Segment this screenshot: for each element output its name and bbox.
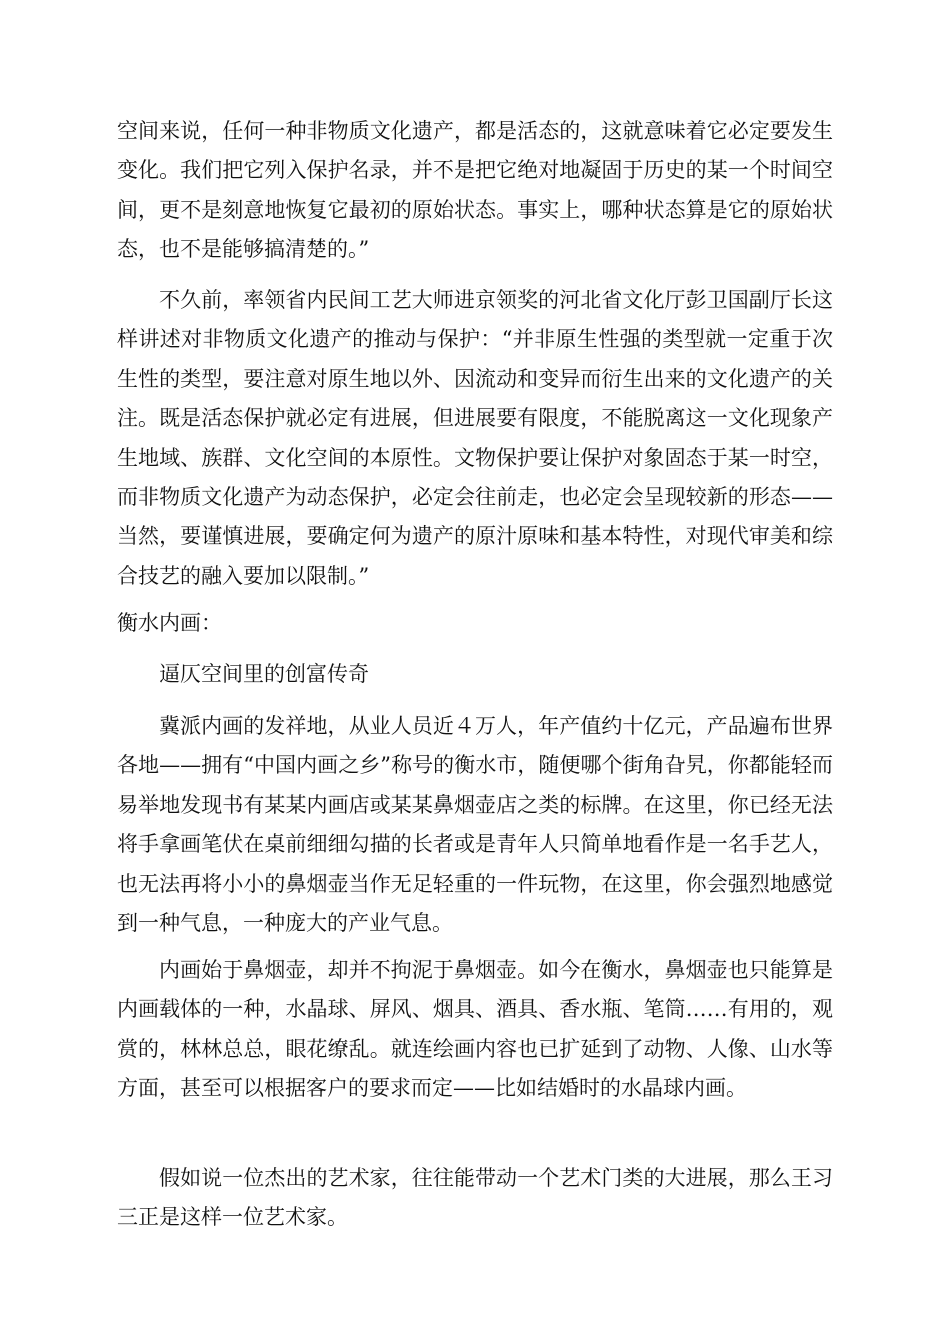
paragraph-hengshui-industry: 冀派内画的发祥地，从业人员近４万人，年产值约十亿元，产品遍布世界各地——拥有“中国内画之乡”称号的衡水市，随便哪个街角旮旯，你都能轻而易举地发现书有某某内画店或某某鼻烟壶店之类的标牌。在这里，你已经无法将手拿画笔伏在桌前细细勾描的长者或是青年人只简单地看作是一名手艺人，也无法再将小小的鼻烟壶当作无足轻重的一件玩物，在这里，你会强烈地感觉到一种气息，一种庞大的产业气息。 xyxy=(117,714,833,936)
paragraph-wang-xisan: 假如说一位杰出的艺术家，往往能带动一个艺术门类的大进展，那么王习三正是这样一位艺术家。 xyxy=(117,1166,833,1230)
paragraph-heritage-living-state: 空间来说，任何一种非物质文化遗产，都是活态的，这就意味着它必定要发生变化。我们把它列入保护名录，并不是把它绝对地凝固于历史的某一个时间空间，更不是刻意地恢复它最初的原始状态。事实上，哪种状态算是它的原始状态，也不是能够搞清楚的。” xyxy=(117,119,833,262)
paragraph-official-statement: 不久前，率领省内民间工艺大师进京领奖的河北省文化厅彭卫国副厅长这样讲述对非物质文化遗产的推动与保护：“并非原生性强的类型就一定重于次生性的类型，要注意对原生地以外、因流动和变异而衍生出来的文化遗产的关注。既是活态保护就必定有进展，但进展要有限度，不能脱离这一文化现象产生地域、族群、文化空间的本原性。文物保护要让保护对象固态于某一时空，而非物质文化遗产为动态保护，必定会往前走，也必定会呈现较新的形态——当然，要谨慎进展，要确定何为遗产的原汁原味和基本特性，对现代审美和综合技艺的融入要加以限制。” xyxy=(117,288,833,588)
paragraph-inner-painting-carriers: 内画始于鼻烟壶，却并不拘泥于鼻烟壶。如今在衡水，鼻烟壶也只能算是内画载体的一种，水晶球、屏风、烟具、酒具、香水瓶、笔筒……有用的，观赏的，林林总总，眼花缭乱。就连绘画内容也已扩延到了动物、人像、山水等方面，甚至可以根据客户的要求而定——比如结婚时的水晶球内画。 xyxy=(117,958,833,1101)
section-subheading: 逼仄空间里的创富传奇 xyxy=(159,662,369,686)
section-heading-hengshui: 衡水内画： xyxy=(117,611,222,635)
